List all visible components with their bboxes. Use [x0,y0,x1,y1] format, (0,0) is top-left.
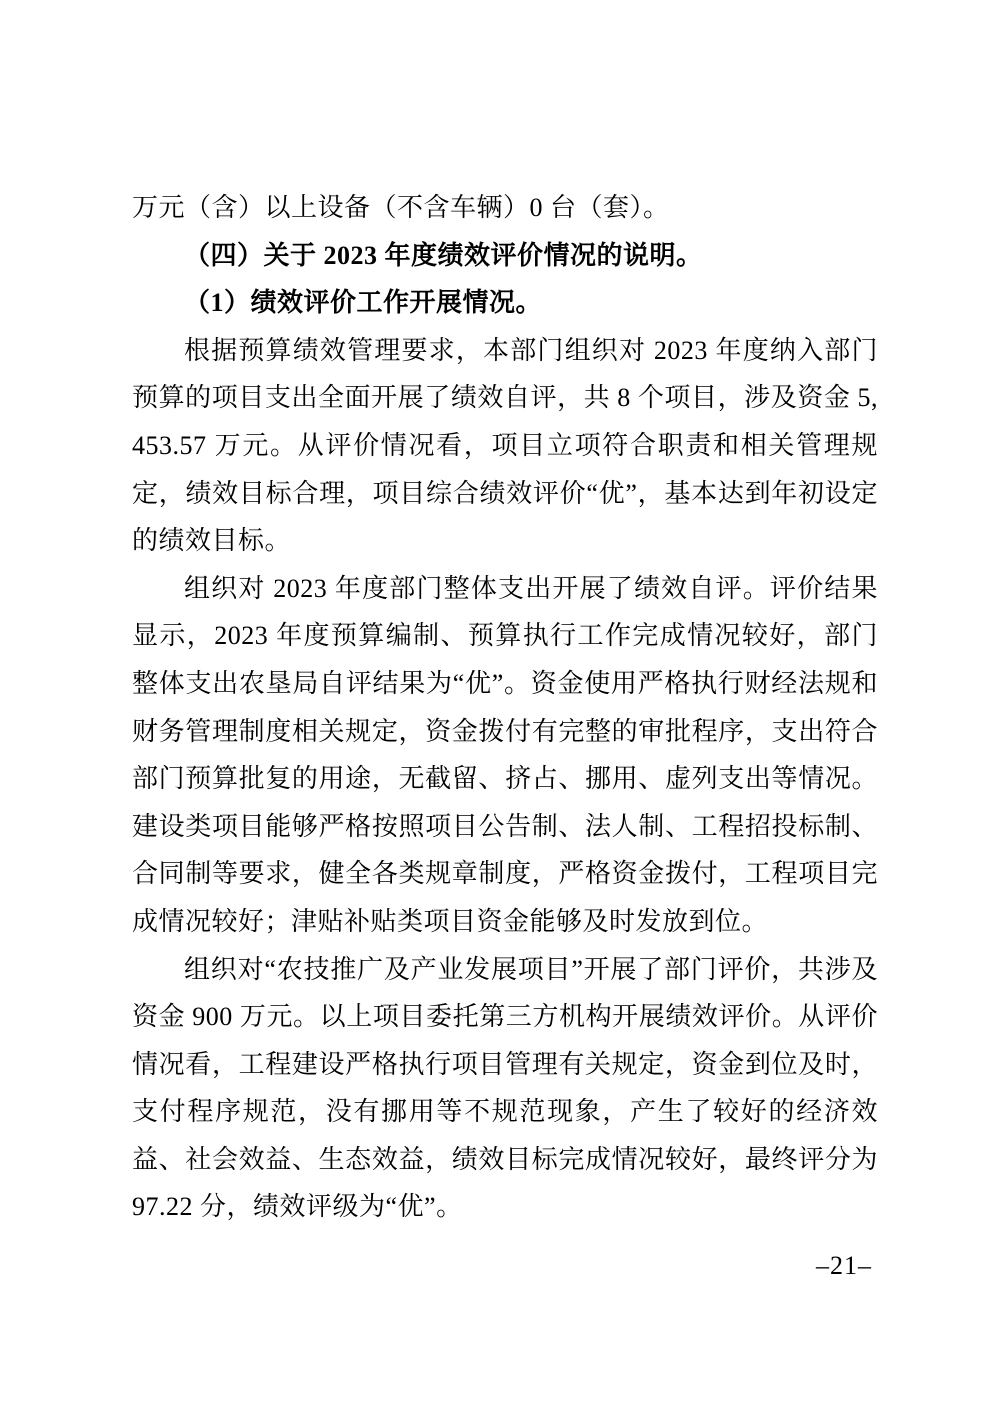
body-paragraph-1: 根据预算绩效管理要求，本部门组织对 2023 年度纳入部门预算的项目支出全面开展了绩效自评，共 8 个项目，涉及资金 5,453.57 万元。从评价情况看，项目立项符合职责和相关管理规定，绩效目标合理，项目综合绩效评价“优”，基本达到年初设定的绩效目标。 [132,335,878,556]
document-body [132,184,878,1231]
section-heading: （四）关于 2023 年度绩效评价情况的说明。 [184,240,703,270]
sub-heading: （1）绩效评价工作开展情况。 [184,288,543,318]
body-paragraph-2: 组织对 2023 年度部门整体支出开展了绩效自评。评价结果显示，2023 年度预算编制、预算执行工作完成情况较好，部门整体支出农垦局自评结果为“优”。资金使用严格执行财经法规和财务管理制度相关规定，资金拨付有完整的审批程序，支出符合部门预算批复的用途，无截留、挤占、挪用、虚列支出等情况。建设类项目能够严格按照项目公告制、法人制、工程招投标制、合同制等要求，健全各类规章制度，严格资金拨付，工程项目完成情况较好；津贴补贴类项目资金能够及时发放到位。 [132,573,878,936]
body-paragraph-3: 组织对“农技推广及产业发展项目”开展了部门评价，共涉及资金 900 万元。以上项目委托第三方机构开展绩效评价。从评价情况看，工程建设严格执行项目管理有关规定，资金到位及时，支付程序规范，没有挪用等不规范现象，产生了较好的经济效益、社会效益、生态效益，绩效目标完成情况较好，最终评分为 97.22 分，绩效评级为“优”。 [132,954,878,1222]
paragraph-continuation: 万元（含）以上设备（不含车辆）0 台（套）。 [132,193,670,222]
page-number: –21– [816,1251,872,1280]
